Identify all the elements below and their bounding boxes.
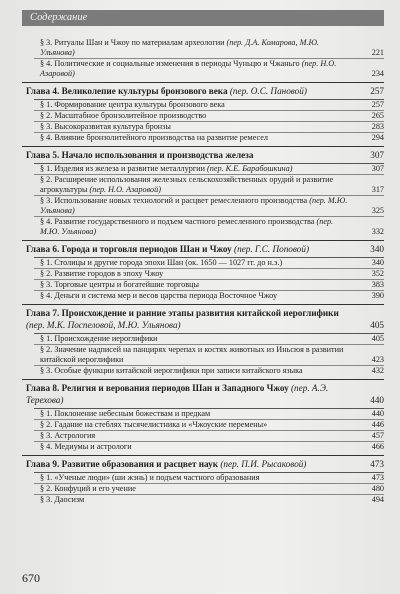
page-ref: 340	[370, 244, 384, 254]
toc-item[interactable]: § 1. Поклонение небесным божествам и предкам 440	[34, 409, 384, 420]
page-ref: 221	[371, 48, 384, 57]
chapter-9	[22, 456, 384, 505]
chapter-heading[interactable]: Глава 9. Развитие образования и расцвет наук (пер. П.И. Рысаковой) 473	[26, 459, 384, 469]
toc-item[interactable]: § 2. Гадание на стеблях тысячелистника и «Чжоуские перемены» 446	[34, 420, 384, 431]
toc-items	[34, 408, 384, 452]
chapter-heading[interactable]: Глава 4. Великолепие культуры бронзового века (пер. О.С. Пановой) 257	[26, 86, 384, 96]
running-header	[22, 10, 384, 26]
toc-items	[34, 38, 384, 79]
toc-item[interactable]: § 3. Высокоразвитая культура бронзы 283	[34, 122, 384, 133]
toc-item[interactable]: § 3. Ритуалы Шан и Чжоу по материалам археологии (пер. Д.А. Комарова, М.Ю. Ульянова) 221	[34, 38, 384, 59]
page-number: 670	[22, 571, 40, 585]
chapter-7	[22, 305, 384, 380]
toc-item[interactable]: § 1. Формирование центра культуры бронзового века 257	[34, 100, 384, 111]
toc-items	[34, 257, 384, 301]
toc-items	[34, 333, 384, 376]
toc-item[interactable]: § 3. Астрология 457	[34, 431, 384, 442]
toc-item[interactable]: § 2. Конфуций и его учение 480	[34, 484, 384, 495]
chapter-heading[interactable]: Глава 5. Начало использования и производства железа 307	[26, 150, 384, 160]
toc-item[interactable]: § 4. Медиумы и астрологи 466	[40, 442, 384, 451]
toc-item[interactable]: § 3. Использование новых технологий и расцвет ремесленного производства (пер. М.Ю. Ульянова) 325	[34, 196, 384, 217]
toc-item[interactable]: § 2. Масштабное бронзолитейное производство 265	[34, 111, 384, 122]
toc-item[interactable]: § 3. Особые функции китайской иероглифики при записи китайского языка 432	[40, 366, 384, 375]
running-header-title: Содержание	[30, 12, 88, 23]
toc-item[interactable]: § 3. Торговые центры и богатейшие торговцы 383	[34, 280, 384, 291]
toc-item[interactable]: § 2. Расширение использования железных сельскохозяйственных орудий и развитие агрокультуры (пер. Н.О. Азаровой) 317	[34, 175, 384, 196]
toc-items	[34, 163, 384, 237]
toc-item[interactable]: § 3. Даосизм 494	[40, 495, 384, 504]
toc-item[interactable]: § 4. Деньги и система мер и весов царства периода Восточное Чжоу 390	[40, 291, 384, 300]
toc-item[interactable]: § 4. Развитие государственного и подъем частного ремесленного производства (пер. М.Ю. Ульянова) 332	[40, 217, 384, 236]
chapter-heading[interactable]: Глава 7. Происхождение и ранние этапы развития китайской иероглифики (пер. М.К. Поспеловой, М.Ю. Ульянова) 405	[26, 308, 384, 330]
page-ref: 440	[370, 395, 384, 405]
chapter-5	[22, 147, 384, 241]
toc-item[interactable]: § 2. Развитие городов в эпоху Чжоу 352	[34, 269, 384, 280]
toc-item[interactable]: § 4. Политические и социальные изменения в периоды Чуньцю и Чжаньго (пер. Н.О. Азаровой) 234	[40, 59, 384, 78]
toc-items	[34, 99, 384, 143]
toc-continuation	[22, 38, 384, 83]
toc-item[interactable]: § 1. Происхождение иероглифики 405	[34, 334, 384, 345]
chapter-8	[22, 380, 384, 456]
page-ref: 257	[370, 86, 384, 96]
table-of-contents	[22, 30, 384, 508]
chapter-6	[22, 241, 384, 305]
toc-item[interactable]: § 1. Столицы и другие города эпохи Шан (ок. 1650 — 1027 гг. до н.э.) 340	[34, 258, 384, 269]
toc-item[interactable]: § 2. Значение надписей на панцирях черепах и костях животных из Иньсюя в развитии китайской иероглифики 423	[34, 345, 384, 366]
chapter-heading[interactable]: Глава 8. Религия и верования периодов Шан и Западного Чжоу (пер. А.Э. Терехова) 440	[26, 383, 384, 405]
page-ref: 473	[370, 459, 384, 469]
toc-item[interactable]: § 1. «Ученые люди» (ши жэнь) и подъем частного образования 473	[34, 473, 384, 484]
toc-items	[34, 472, 384, 505]
toc-item[interactable]: § 4. Влияние бронзолитейного производства на развитие ремесел 294	[40, 133, 384, 142]
page-ref: 405	[370, 320, 384, 330]
toc-item[interactable]: § 1. Изделия из железа и развитие металлургии (пер. К.Е. Барабошкина) 307	[34, 164, 384, 175]
page-ref: 307	[370, 150, 384, 160]
chapter-4	[22, 83, 384, 147]
chapter-heading[interactable]: Глава 6. Города и торговля периодов Шан и Чжоу (пер. Г.С. Поповой) 340	[26, 244, 384, 254]
page-ref: 234	[371, 69, 384, 78]
